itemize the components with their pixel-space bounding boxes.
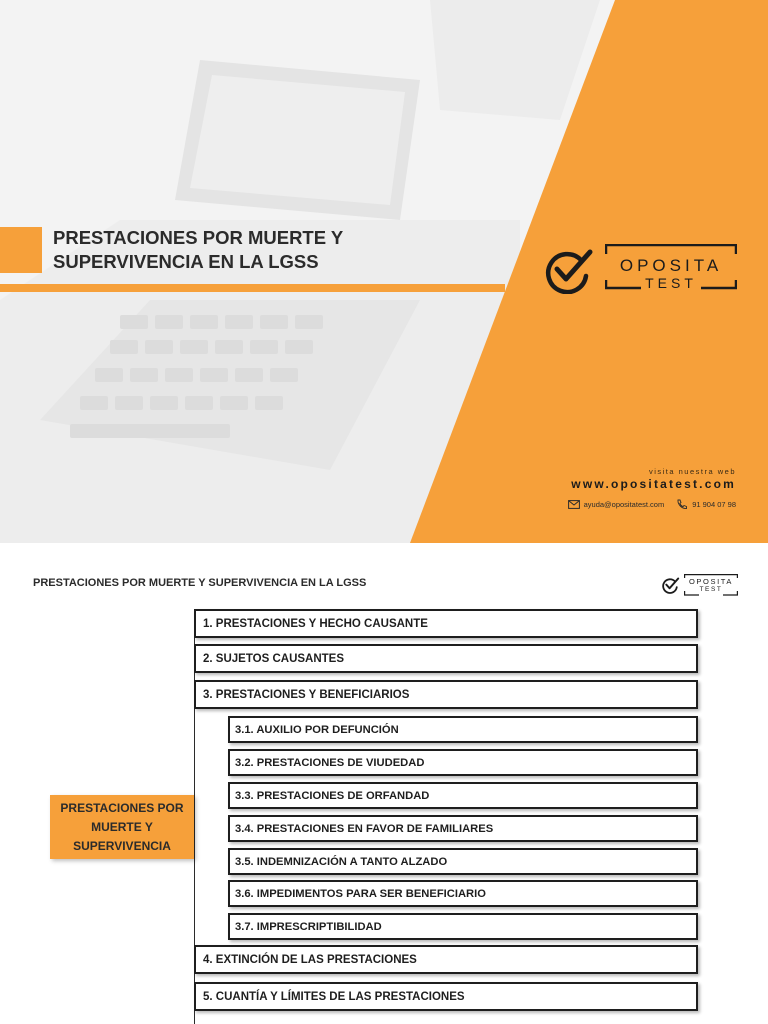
toc-subitem-3-5[interactable]: 3.5. INDEMNIZACIÓN A TANTO ALZADO [228, 848, 698, 875]
toc-item-4[interactable]: 4. EXTINCIÓN DE LAS PRESTACIONES [194, 945, 698, 974]
toc-subitem-3-4[interactable]: 3.4. PRESTACIONES EN FAVOR DE FAMILIARES [228, 815, 698, 842]
visit-web-label: visita nuestra web [648, 467, 736, 476]
toc-item-3[interactable]: 3. PRESTACIONES Y BENEFICIARIOS [194, 680, 698, 709]
topic-label: PRESTACIONES POR MUERTE Y SUPERVIVENCIA [60, 800, 184, 853]
toc-item-1[interactable]: 1. PRESTACIONES Y HECHO CAUSANTE [194, 609, 698, 638]
toc-subitem-3-1[interactable]: 3.1. AUXILIO POR DEFUNCIÓN [228, 716, 698, 743]
envelope-icon [568, 500, 580, 509]
table-of-contents-page [0, 559, 768, 1024]
title-accent-block [0, 227, 42, 273]
topic-label-box [50, 795, 194, 859]
page-title: PRESTACIONES POR MUERTE Y SUPERVIVENCIA EN LA LGSS [33, 577, 367, 589]
toc-subitem-3-2[interactable]: 3.2. PRESTACIONES DE VIUDEDAD [228, 749, 698, 776]
phone-number[interactable]: 91 904 07 98 [692, 500, 736, 509]
toc-item-5[interactable]: 5. CUANTÍA Y LÍMITES DE LAS PRESTACIONES [194, 982, 698, 1011]
cover-title: PRESTACIONES POR MUERTE Y SUPERVIVENCIA EN LA LGSS [53, 227, 343, 272]
logo-word-test: TEST [699, 586, 723, 593]
contact-row [568, 499, 736, 510]
toc-subitem-3-3[interactable]: 3.3. PRESTACIONES DE ORFANDAD [228, 782, 698, 809]
oposita-test-logo-small [662, 573, 738, 597]
phone-icon [676, 499, 688, 510]
toc-subitem-3-6[interactable]: 3.6. IMPEDIMENTOS PARA SER BENEFICIARIO [228, 880, 698, 907]
logo-wordmark [605, 244, 737, 292]
title-underline [0, 284, 505, 292]
oposita-test-logo [545, 244, 740, 294]
logo-wordmark [684, 574, 738, 596]
check-circle-icon [662, 576, 680, 594]
toc-subitem-3-7[interactable]: 3.7. IMPRESCRIPTIBILIDAD [228, 913, 698, 940]
logo-word-test: TEST [645, 275, 697, 291]
logo-word-oposita: OPOSITA [689, 577, 733, 586]
check-circle-icon [545, 246, 595, 294]
toc-item-2[interactable]: 2. SUJETOS CAUSANTES [194, 644, 698, 673]
website-link[interactable]: www.opositatest.com [571, 477, 736, 491]
email-link[interactable]: ayuda@opositatest.com [583, 500, 665, 509]
logo-word-oposita: OPOSITA [619, 256, 723, 275]
